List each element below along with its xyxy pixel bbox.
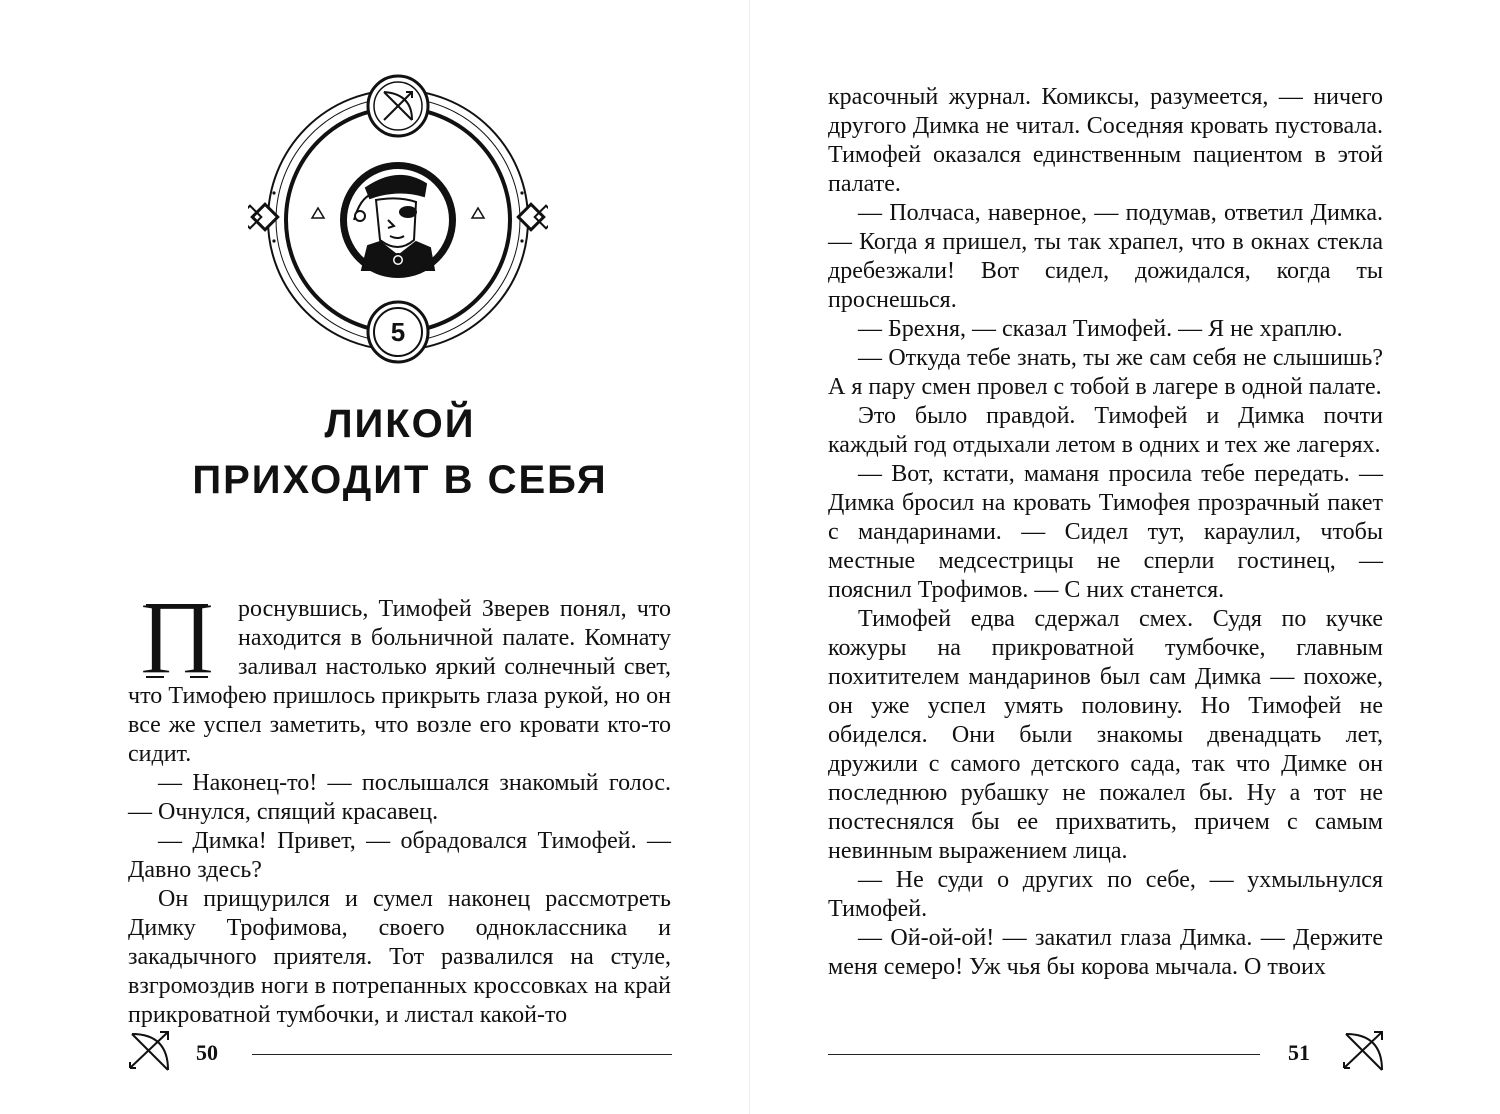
paragraph: — Полчаса, наверное, — подумав, ответил Димка. — Когда я пришел, ты так храпел, что в окнах стекла дребезжали! Вот сидел, дожидался, когда ты проснешься. bbox=[828, 200, 1383, 313]
chapter-title-line1: ЛИКОЙ bbox=[324, 402, 476, 446]
svg-text:П: П bbox=[139, 597, 215, 681]
footer-rule-right bbox=[828, 1054, 1260, 1055]
paragraph: Тимофей едва сдержал смех. Судя по кучке кожуры на прикроватной тумбочке, главным похитителем мандаринов был сам Димка — похоже, он уже успел умять половину. Но Тимофей не обиделся. Они были знакомы двенадцать лет, дружили с самого детского сада, так что Димке он последнюю рубашку не пожалел бы. Ну а тот не постеснялся бы ее прихватить, причем с самым невинным выражением лица. bbox=[828, 606, 1383, 864]
chapter-number: 5 bbox=[390, 317, 406, 347]
chapter-title bbox=[130, 396, 670, 508]
paragraph: — Ой-ой-ой! — закатил глаза Димка. — Держите меня семеро! Уж чья бы корова мычала. О твоих bbox=[828, 925, 1383, 980]
page-number-right: 51 bbox=[1288, 1040, 1310, 1065]
dropcap-letter bbox=[128, 597, 226, 681]
paragraph: — Брехня, — сказал Тимофей. — Я не храплю. bbox=[858, 316, 1343, 342]
first-paragraph-text: роснувшись, Тимофей Зверев понял, что находится в больничной палате. Комнату заливал настолько яркий солнечный свет, что Тимофею пришлось прикрыть глаза рукой, но он все же успел заметить, что возле его кровати кто-то сидит. bbox=[128, 596, 671, 767]
crossed-bow-arrow-icon bbox=[124, 1024, 176, 1076]
paragraph: Он прищурился и сумел наконец рассмотреть Димку Трофимова, своего одноклассника и закадычного приятеля. Тот развалился на стуле, взгромоздив ноги в потрепанных кроссовках на край прикроватной тумбочки, и листал какой-то bbox=[128, 886, 671, 1028]
continuation-paragraph: красочный журнал. Комиксы, разумеется, — ничего другого Димка не читал. Соседняя кровать пустовала. Тимофей оказался единственным пациентом в этой палате. bbox=[828, 84, 1383, 197]
paragraph: Это было правдой. Тимофей и Димка почти каждый год отдыхали летом в одних и тех же лагерях. bbox=[828, 403, 1383, 458]
left-page-text bbox=[128, 595, 671, 1030]
footer-rule-left bbox=[252, 1054, 672, 1055]
page-number-left: 50 bbox=[196, 1040, 218, 1065]
crossed-bow-arrow-icon bbox=[1338, 1024, 1390, 1076]
paragraph: — Наконец-то! — послышался знакомый голос. — Очнулся, спящий красавец. bbox=[128, 770, 671, 825]
first-paragraph bbox=[128, 595, 671, 769]
paragraph: — Вот, кстати, маманя просила тебе передать. — Димка бросил на кровать Тимофея прозрачный пакет с мандаринами. — Сидел тут, караулил, чтобы местные медсестрицы не сперли гостинец, — пояснил Трофимов. — С них станется. bbox=[828, 461, 1383, 603]
paragraph: — Откуда тебе знать, ты же сам себя не слышишь? А я пару смен провел с тобой в лагере в одной палате. bbox=[828, 345, 1383, 400]
right-page-text bbox=[828, 83, 1383, 982]
page-gutter bbox=[749, 0, 750, 1114]
chapter-emblem-icon bbox=[248, 70, 548, 370]
chapter-title-line2: ПРИХОДИТ В СЕБЯ bbox=[192, 458, 608, 502]
paragraph: — Не суди о других по себе, — ухмыльнулся Тимофей. bbox=[828, 867, 1383, 922]
paragraph: — Димка! Привет, — обрадовался Тимофей. — Давно здесь? bbox=[128, 828, 671, 883]
